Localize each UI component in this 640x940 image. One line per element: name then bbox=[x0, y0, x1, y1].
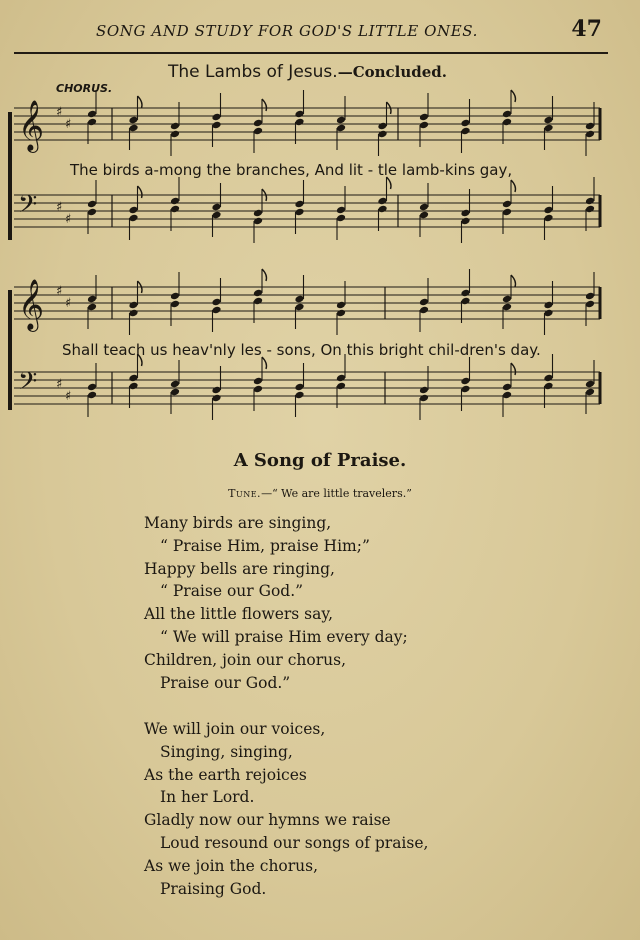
note-flag bbox=[262, 99, 267, 111]
note-flag bbox=[138, 186, 143, 198]
sharp-icon: ♯ bbox=[65, 212, 72, 227]
bass-clef-icon: 𝄢 bbox=[18, 190, 38, 225]
stanza-2-line-1: We will join our voices, bbox=[144, 720, 326, 738]
chorus-label: CHORUS. bbox=[56, 82, 113, 95]
stanza-2-line-7: As we join the chorus, bbox=[144, 856, 319, 875]
sharp-icon: ♯ bbox=[56, 105, 63, 120]
stanza-2-line-2: Singing, singing, bbox=[160, 742, 293, 761]
note-flag bbox=[511, 180, 516, 192]
stanza-1-line-6: “ We will praise Him every day; bbox=[160, 628, 408, 646]
sharp-icon: ♯ bbox=[65, 117, 72, 132]
song-title-text: The Lambs of Jesus. bbox=[168, 62, 338, 82]
stanza-2-line-8: Praising God. bbox=[160, 879, 267, 898]
sharp-icon: ♯ bbox=[56, 200, 63, 215]
stanza-1-line-8: Praise our God.” bbox=[160, 673, 291, 692]
stanza-2-line-4: In her Lord. bbox=[160, 788, 255, 807]
stanza-2-line-6: Loud resound our songs of praise, bbox=[160, 834, 429, 852]
hymn-title: A Song of Praise. bbox=[233, 450, 407, 471]
lyrics-line-1: The birds a-mong the branches, And lit - tle lamb-kins gay, bbox=[70, 161, 513, 179]
stanza-1-line-7: Children, join our chorus, bbox=[144, 650, 347, 669]
stanza-1-line-1: Many birds are singing, bbox=[144, 514, 332, 532]
note-flag bbox=[262, 269, 267, 281]
treble-clef-icon: 𝄞 bbox=[18, 100, 45, 151]
tune-name: —“ We are little travelers.” bbox=[261, 487, 412, 500]
stanza-2-line-3: As the earth rejoices bbox=[144, 765, 307, 784]
lyrics-line-2: Shall teach us heav'nly les - sons, On this bright chil-dren's day. bbox=[62, 341, 541, 359]
tune-line bbox=[0, 487, 640, 500]
stanza-1-line-3: Happy bells are ringing, bbox=[144, 559, 335, 578]
note-flag bbox=[511, 275, 516, 287]
note-flag bbox=[138, 96, 143, 108]
system-bracket-1 bbox=[8, 112, 12, 240]
running-title: SONG AND STUDY FOR GOD'S LITTLE ONES. bbox=[96, 22, 478, 40]
note-flag bbox=[511, 363, 516, 375]
song-title-concluded: —Concluded. bbox=[337, 63, 448, 81]
tune-label: Tune. bbox=[228, 487, 262, 500]
treble-clef-icon: 𝄞 bbox=[18, 279, 45, 330]
page-number: 47 bbox=[571, 16, 602, 42]
stanza-1-line-5: All the little flowers say, bbox=[144, 605, 333, 624]
stanza-2-line-5: Gladly now our hymns we raise bbox=[144, 811, 391, 830]
sharp-icon: ♯ bbox=[65, 389, 72, 404]
stanza-1-line-4: “ Praise our God.” bbox=[160, 582, 304, 601]
sharp-icon: ♯ bbox=[65, 296, 72, 311]
note-flag bbox=[511, 90, 516, 102]
bass-clef-icon: 𝄢 bbox=[18, 367, 38, 402]
stanza-1-line-2: “ Praise Him, praise Him;” bbox=[160, 536, 370, 555]
sharp-icon: ♯ bbox=[56, 377, 63, 392]
sheet-music bbox=[0, 0, 640, 440]
sharp-icon: ♯ bbox=[56, 284, 63, 299]
system-bracket-2 bbox=[8, 290, 12, 410]
